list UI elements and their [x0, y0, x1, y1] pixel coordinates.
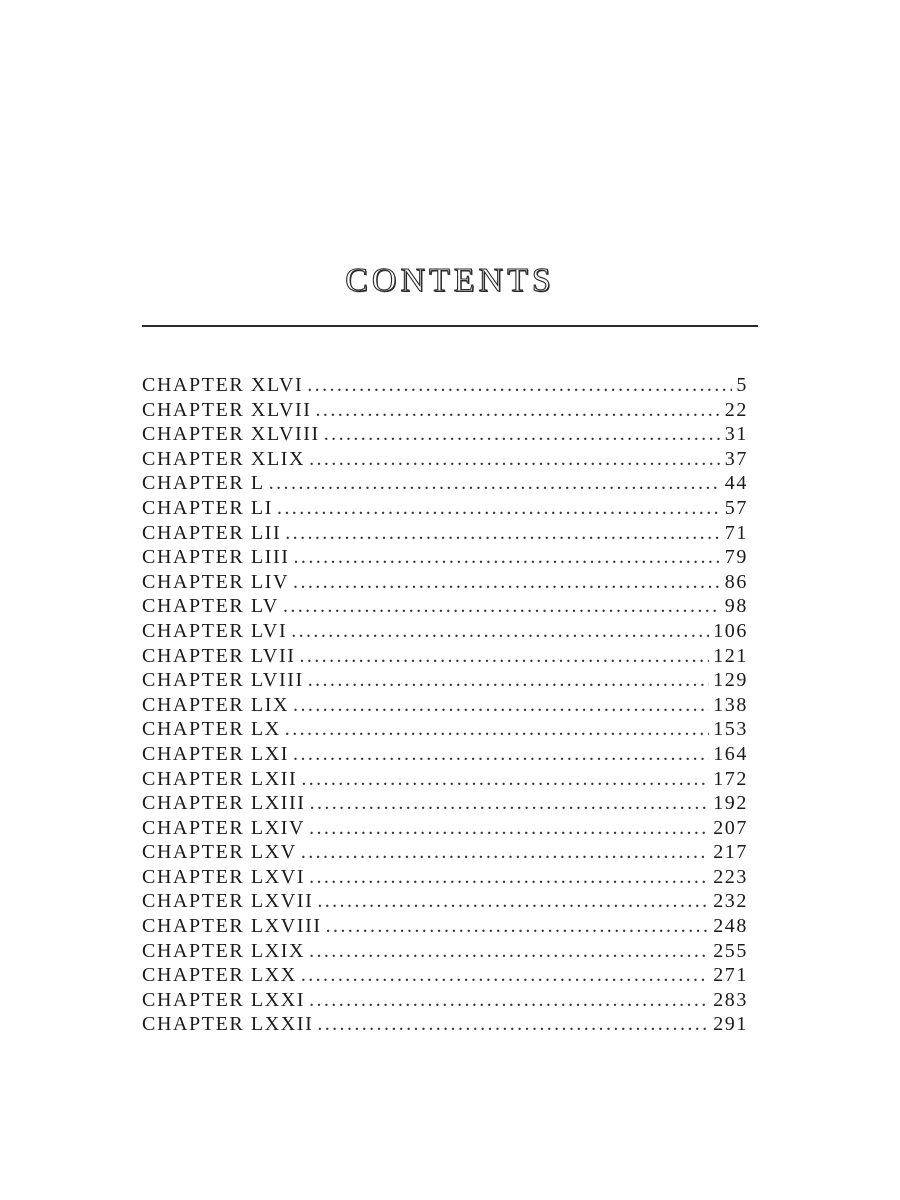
page-number: 223: [713, 865, 748, 888]
toc-entry: [142, 472, 748, 497]
toc-entry: [142, 645, 748, 670]
chapter-label: CHAPTER LVII: [142, 644, 296, 667]
page-number: 153: [713, 718, 748, 741]
dot-leader: [316, 399, 721, 422]
dot-leader: [309, 866, 709, 889]
toc-entry: [142, 817, 748, 842]
dot-leader: [283, 595, 721, 618]
toc-entry: [142, 448, 748, 473]
page-number: 232: [713, 890, 748, 913]
page-number: 79: [724, 546, 748, 569]
chapter-label: CHAPTER LIII: [142, 546, 290, 569]
page-number: 271: [713, 964, 748, 987]
dot-leader: [269, 472, 721, 495]
dot-leader: [301, 964, 709, 987]
chapter-label: CHAPTER XLVI: [142, 374, 304, 396]
toc-entry: [142, 768, 748, 793]
dot-leader: [301, 768, 709, 791]
toc-entry: [142, 546, 748, 571]
chapter-label: CHAPTER LXIV: [142, 816, 306, 839]
dot-leader: [310, 792, 710, 815]
dot-leader: [277, 497, 721, 520]
toc-entry: [142, 964, 748, 989]
toc-entry: [142, 423, 748, 448]
toc-entry: [142, 841, 748, 866]
dot-leader: [285, 522, 721, 545]
dot-leader: [317, 1013, 709, 1036]
chapter-label: CHAPTER LXVII: [142, 890, 314, 913]
chapter-label: CHAPTER LX: [142, 718, 281, 741]
page-number: 172: [713, 767, 748, 790]
dot-leader: [293, 694, 709, 717]
toc-entry: [142, 374, 748, 399]
toc-entry: [142, 595, 748, 620]
dot-leader: [308, 669, 709, 692]
page-number: 283: [713, 988, 748, 1011]
chapter-label: CHAPTER LXI: [142, 742, 290, 765]
toc-entry: [142, 399, 748, 424]
dot-leader: [293, 571, 721, 594]
page-number: 106: [713, 619, 748, 642]
dot-leader: [309, 940, 709, 963]
chapter-label: CHAPTER LIV: [142, 570, 290, 593]
page-number: 192: [713, 792, 748, 815]
page-number: 129: [713, 669, 748, 692]
page-number: 121: [713, 644, 748, 667]
toc-entry: [142, 522, 748, 547]
toc-entry: [142, 792, 748, 817]
page-number: 44: [724, 472, 748, 495]
chapter-label: CHAPTER LV: [142, 595, 279, 618]
page-number: 57: [724, 496, 748, 519]
page-number: 164: [713, 742, 748, 765]
chapter-label: CHAPTER XLVIII: [142, 423, 320, 446]
dot-leader: [309, 448, 721, 471]
page-number: 138: [713, 693, 748, 716]
toc-entry: [142, 497, 748, 522]
page-number: 37: [724, 447, 748, 470]
dot-leader: [307, 374, 732, 397]
dot-leader: [291, 620, 709, 643]
page-number: 248: [713, 915, 748, 938]
dot-leader: [326, 915, 710, 938]
dot-leader: [309, 817, 709, 840]
chapter-label: CHAPTER LXX: [142, 964, 297, 987]
toc-entry: [142, 989, 748, 1014]
page-number: 207: [713, 816, 748, 839]
chapter-label: CHAPTER LXV: [142, 841, 297, 864]
toc-entry: [142, 669, 748, 694]
page-number: 71: [724, 521, 748, 544]
heading-rule: [142, 325, 758, 327]
dot-leader: [285, 718, 709, 741]
page-number: 255: [713, 939, 748, 962]
chapter-label: CHAPTER LXIX: [142, 939, 306, 962]
chapter-label: CHAPTER LXII: [142, 767, 298, 790]
toc-entry: [142, 1013, 748, 1038]
chapter-label: CHAPTER LXVI: [142, 865, 306, 888]
chapter-label: CHAPTER LXVIII: [142, 915, 322, 938]
chapter-label: CHAPTER L: [142, 472, 265, 495]
page-number: 22: [724, 398, 748, 421]
page-number: 217: [713, 841, 748, 864]
table-of-contents: [142, 374, 748, 1038]
chapter-label: CHAPTER LXXI: [142, 988, 306, 1011]
page-number: 31: [724, 423, 748, 446]
chapter-label: CHAPTER LI: [142, 496, 273, 519]
toc-entry: [142, 866, 748, 891]
dot-leader: [301, 841, 709, 864]
page-number: 291: [713, 1013, 748, 1036]
toc-entry: [142, 620, 748, 645]
chapter-label: CHAPTER XLIX: [142, 447, 306, 470]
page-number: 5: [736, 374, 748, 396]
dot-leader: [309, 989, 709, 1012]
dot-leader: [317, 890, 709, 913]
toc-entry: [142, 694, 748, 719]
toc-entry: [142, 571, 748, 596]
toc-entry: [142, 718, 748, 743]
chapter-label: CHAPTER LII: [142, 521, 282, 544]
toc-entry: [142, 915, 748, 940]
contents-heading: CONTENTS: [345, 262, 555, 299]
chapter-label: CHAPTER LVI: [142, 619, 288, 642]
dot-leader: [324, 423, 721, 446]
chapter-label: CHAPTER LXIII: [142, 792, 306, 815]
dot-leader: [293, 743, 709, 766]
page-number: 98: [724, 595, 748, 618]
page-number: 86: [724, 570, 748, 593]
chapter-label: CHAPTER XLVII: [142, 398, 312, 421]
toc-entry: [142, 743, 748, 768]
chapter-label: CHAPTER LXXII: [142, 1013, 314, 1036]
chapter-label: CHAPTER LVIII: [142, 669, 304, 692]
chapter-label: CHAPTER LIX: [142, 693, 290, 716]
dot-leader: [294, 546, 721, 569]
toc-entry: [142, 890, 748, 915]
dot-leader: [299, 645, 709, 668]
toc-entry: [142, 940, 748, 965]
